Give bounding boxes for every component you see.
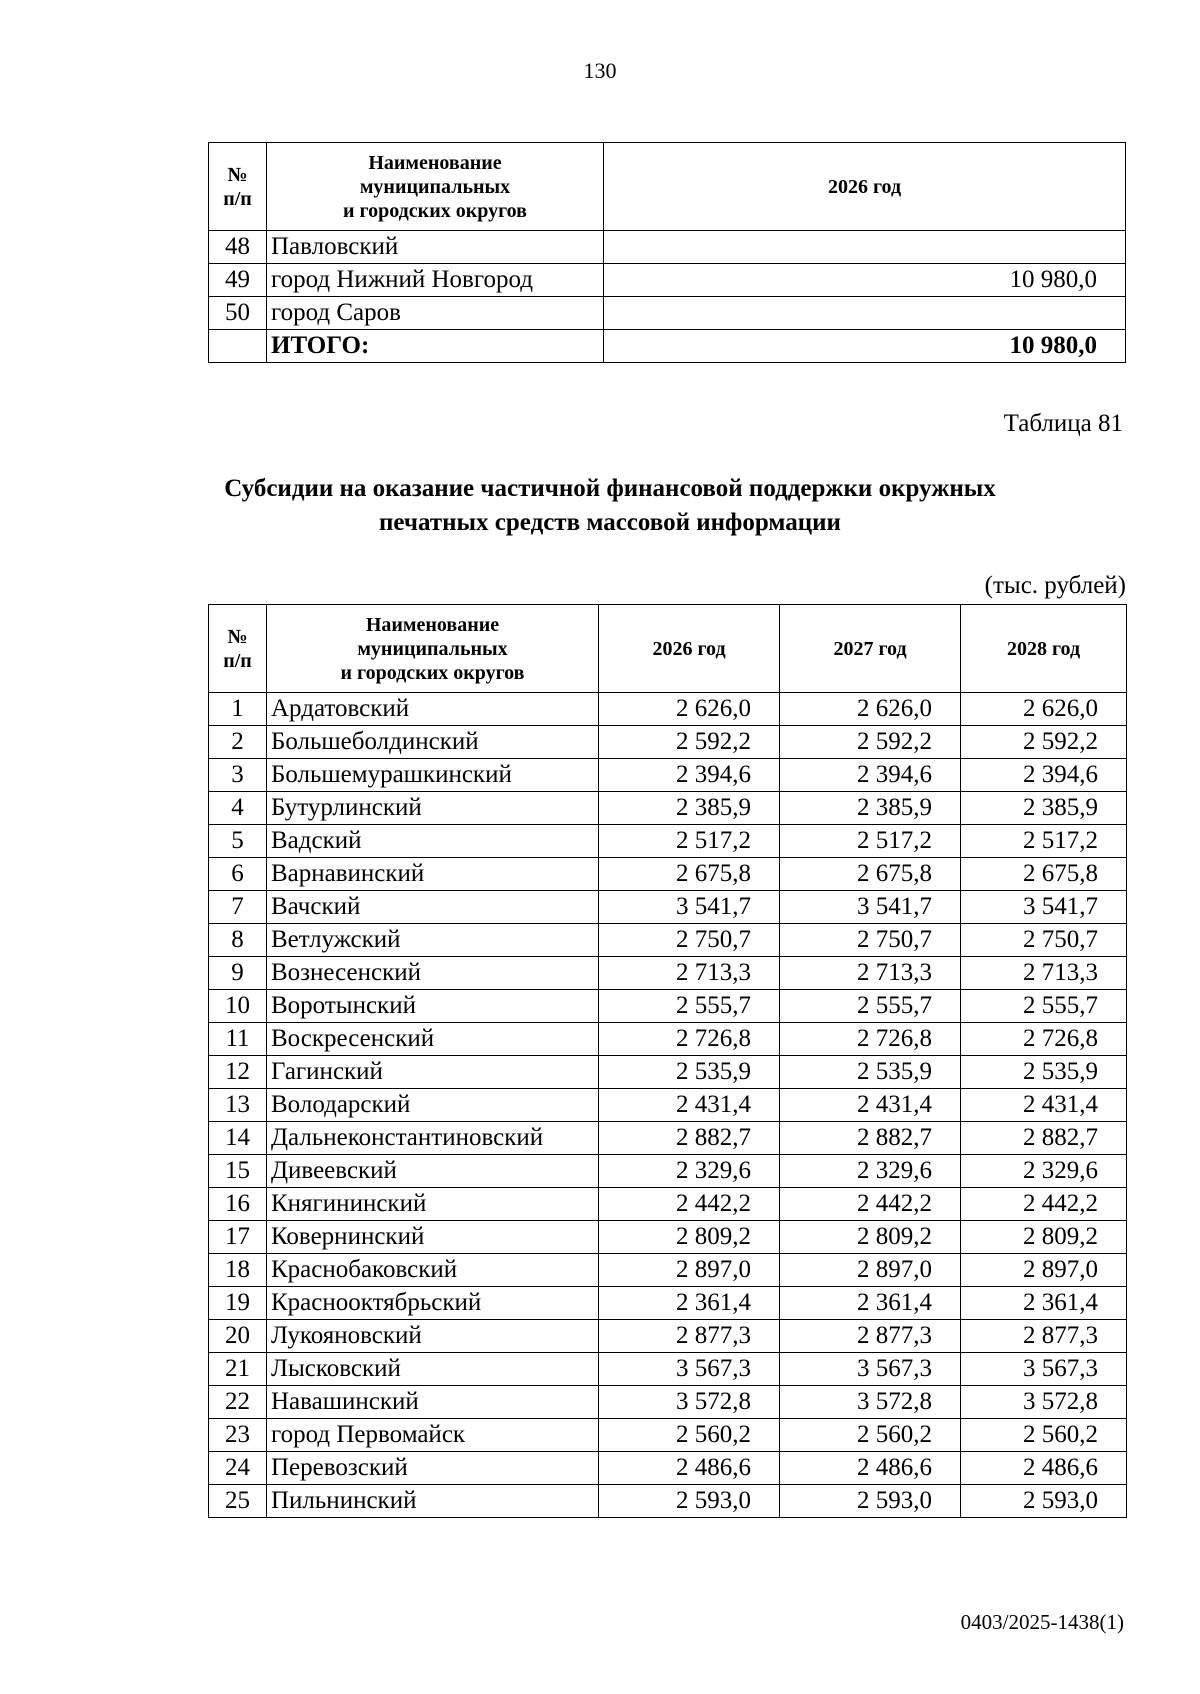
row-number: 2 [209,726,267,759]
value-2028: 2 535,9 [961,1056,1127,1089]
row-number: 18 [209,1254,267,1287]
table-row [209,693,1127,726]
value-2026: 3 541,7 [599,891,780,924]
value-2027: 2 431,4 [780,1089,961,1122]
value-2026: 2 385,9 [599,792,780,825]
continued-table-body [209,231,1126,363]
table-row [209,1287,1127,1320]
table-row [209,726,1127,759]
subsidies-table [208,604,1127,1518]
district-name: Княгининский [267,1188,599,1221]
district-name: Ветлужский [267,924,599,957]
value-2028: 2 726,8 [961,1023,1127,1056]
row-number: 21 [209,1353,267,1386]
value-2026: 2 750,7 [599,924,780,957]
total-label: ИТОГО: [267,330,604,363]
total-row [209,330,1126,363]
value-2028: 2 713,3 [961,957,1127,990]
value-2027: 2 361,4 [780,1287,961,1320]
value-2026 [604,231,1126,264]
table-row [209,1122,1127,1155]
header-row-number [209,143,267,231]
value-2027: 3 567,3 [780,1353,961,1386]
row-number: 25 [209,1485,267,1518]
value-2027: 2 897,0 [780,1254,961,1287]
subsidies-table-body [209,693,1127,1518]
table-row [209,1419,1127,1452]
row-number: 50 [209,297,267,330]
table-row [209,1452,1127,1485]
value-2027: 3 541,7 [780,891,961,924]
row-number: 48 [209,231,267,264]
row-number: 10 [209,990,267,1023]
value-2026: 2 394,6 [599,759,780,792]
table-caption: Таблица 81 [1003,410,1123,437]
value-2027: 2 713,3 [780,957,961,990]
value-2026: 2 560,2 [599,1419,780,1452]
district-name: Гагинский [267,1056,599,1089]
header-2026: 2026 год [599,605,780,693]
table-title-line1: Субсидии на оказание частичной финансовой поддержки окружных [224,475,996,502]
table-title-line2: печатных средств массовой информации [379,509,841,536]
district-name: город Первомайск [267,1419,599,1452]
table-row [209,891,1127,924]
table-row [209,858,1127,891]
value-2026: 3 567,3 [599,1353,780,1386]
table-row [209,957,1127,990]
district-name: Краснобаковский [267,1254,599,1287]
value-2027: 2 882,7 [780,1122,961,1155]
district-name: Пильнинский [267,1485,599,1518]
value-2027: 3 572,8 [780,1386,961,1419]
row-number: 22 [209,1386,267,1419]
header-2028: 2028 год [961,605,1127,693]
value-2027: 2 385,9 [780,792,961,825]
table-row [209,264,1126,297]
row-number: 17 [209,1221,267,1254]
value-2026: 3 572,8 [599,1386,780,1419]
district-name: Ковернинский [267,1221,599,1254]
value-2028: 2 385,9 [961,792,1127,825]
row-number: 14 [209,1122,267,1155]
value-2028: 2 517,2 [961,825,1127,858]
value-2026: 2 592,2 [599,726,780,759]
value-2026: 2 809,2 [599,1221,780,1254]
value-2028: 2 877,3 [961,1320,1127,1353]
value-2026: 2 882,7 [599,1122,780,1155]
district-name: Варнавинский [267,858,599,891]
value-2026: 10 980,0 [604,264,1126,297]
value-2027: 2 442,2 [780,1188,961,1221]
district-name: Воротынский [267,990,599,1023]
row-number: 11 [209,1023,267,1056]
district-name: Навашинский [267,1386,599,1419]
district-name: Вознесенский [267,957,599,990]
value-2026: 2 626,0 [599,693,780,726]
district-name: Дивеевский [267,1155,599,1188]
value-2026 [604,297,1126,330]
district-name: Вачский [267,891,599,924]
value-2026: 2 329,6 [599,1155,780,1188]
district-name: Большемурашкинский [267,759,599,792]
table-row [209,231,1126,264]
value-2027: 2 877,3 [780,1320,961,1353]
table-row [209,1386,1127,1419]
header-name: Наименование муниципальных и городских округов [267,143,604,231]
header-2027: 2027 год [780,605,961,693]
value-2028: 2 486,6 [961,1452,1127,1485]
value-2026: 2 361,4 [599,1287,780,1320]
value-2027: 2 517,2 [780,825,961,858]
district-name: Перевозский [267,1452,599,1485]
header-name: Наименование муниципальных и городских округов [267,605,599,693]
value-2028: 3 567,3 [961,1353,1127,1386]
row-number: 19 [209,1287,267,1320]
table-row [209,1221,1127,1254]
value-2028: 2 431,4 [961,1089,1127,1122]
row-number: 16 [209,1188,267,1221]
value-2026: 2 442,2 [599,1188,780,1221]
row-number: 9 [209,957,267,990]
value-2026: 2 535,9 [599,1056,780,1089]
row-number: 24 [209,1452,267,1485]
table-row [209,990,1127,1023]
row-number: 8 [209,924,267,957]
table-row [209,1056,1127,1089]
district-name: Краснооктябрьский [267,1287,599,1320]
table-row [209,924,1127,957]
table-row [209,1155,1127,1188]
row-number: 20 [209,1320,267,1353]
district-name: Дальнеконстантиновский [267,1122,599,1155]
value-2027: 2 329,6 [780,1155,961,1188]
value-2026: 2 555,7 [599,990,780,1023]
value-2028: 2 809,2 [961,1221,1127,1254]
district-name: Лукояновский [267,1320,599,1353]
row-number: 23 [209,1419,267,1452]
table-row [209,1254,1127,1287]
district-name: Большеболдинский [267,726,599,759]
row-number: 1 [209,693,267,726]
table-row [209,1089,1127,1122]
document-code: 0403/2025-1438(1) [960,1610,1124,1634]
value-2028: 2 560,2 [961,1419,1127,1452]
district-name: Володарский [267,1089,599,1122]
district-name: Бутурлинский [267,792,599,825]
table-row [209,297,1126,330]
row-number: 13 [209,1089,267,1122]
value-2028: 2 882,7 [961,1122,1127,1155]
total-number-cell [209,330,267,363]
district-name: Ардатовский [267,693,599,726]
value-2027: 2 809,2 [780,1221,961,1254]
table-row [209,1320,1127,1353]
value-2026: 2 713,3 [599,957,780,990]
row-number: 49 [209,264,267,297]
row-number: 12 [209,1056,267,1089]
row-number: 6 [209,858,267,891]
value-2028: 2 361,4 [961,1287,1127,1320]
table-row [209,1188,1127,1221]
header-row-number: № п/п [209,605,267,693]
value-2027: 2 394,6 [780,759,961,792]
district-name: город Нижний Новгород [267,264,604,297]
value-2027: 2 535,9 [780,1056,961,1089]
value-2026: 2 486,6 [599,1452,780,1485]
header-no-line2: п/п [223,187,252,210]
value-2027: 2 486,6 [780,1452,961,1485]
row-number: 3 [209,759,267,792]
value-2028: 2 675,8 [961,858,1127,891]
value-2028: 2 329,6 [961,1155,1127,1188]
value-2027: 2 593,0 [780,1485,961,1518]
value-2028: 2 897,0 [961,1254,1127,1287]
value-2028: 3 541,7 [961,891,1127,924]
value-2028: 2 442,2 [961,1188,1127,1221]
units-label: (тыс. рублей) [984,572,1126,599]
value-2026: 2 877,3 [599,1320,780,1353]
value-2026: 2 431,4 [599,1089,780,1122]
value-2028: 2 592,2 [961,726,1127,759]
value-2027: 2 592,2 [780,726,961,759]
row-number: 15 [209,1155,267,1188]
page-number: 130 [583,58,617,83]
value-2028: 2 750,7 [961,924,1127,957]
table-row [209,1023,1127,1056]
district-name: Вадский [267,825,599,858]
value-2027: 2 555,7 [780,990,961,1023]
value-2027: 2 675,8 [780,858,961,891]
continued-table [208,142,1126,363]
value-2028: 2 555,7 [961,990,1127,1023]
district-name: Лысковский [267,1353,599,1386]
value-2028: 2 394,6 [961,759,1127,792]
district-name: город Саров [267,297,604,330]
district-name: Павловский [267,231,604,264]
table-title [150,472,1070,540]
value-2028: 2 593,0 [961,1485,1127,1518]
value-2026: 2 517,2 [599,825,780,858]
value-2027: 2 626,0 [780,693,961,726]
header-2026: 2026 год [604,143,1126,231]
row-number: 5 [209,825,267,858]
total-value-2026: 10 980,0 [604,330,1126,363]
value-2027: 2 560,2 [780,1419,961,1452]
row-number: 4 [209,792,267,825]
value-2027: 2 750,7 [780,924,961,957]
table-row [209,825,1127,858]
value-2027: 2 726,8 [780,1023,961,1056]
value-2026: 2 726,8 [599,1023,780,1056]
header-no-line1: № [227,163,248,186]
table-row [209,1353,1127,1386]
table-row [209,792,1127,825]
table-row [209,759,1127,792]
value-2028: 3 572,8 [961,1386,1127,1419]
value-2026: 2 897,0 [599,1254,780,1287]
table-row [209,1485,1127,1518]
district-name: Воскресенский [267,1023,599,1056]
value-2026: 2 675,8 [599,858,780,891]
value-2028: 2 626,0 [961,693,1127,726]
value-2026: 2 593,0 [599,1485,780,1518]
row-number: 7 [209,891,267,924]
